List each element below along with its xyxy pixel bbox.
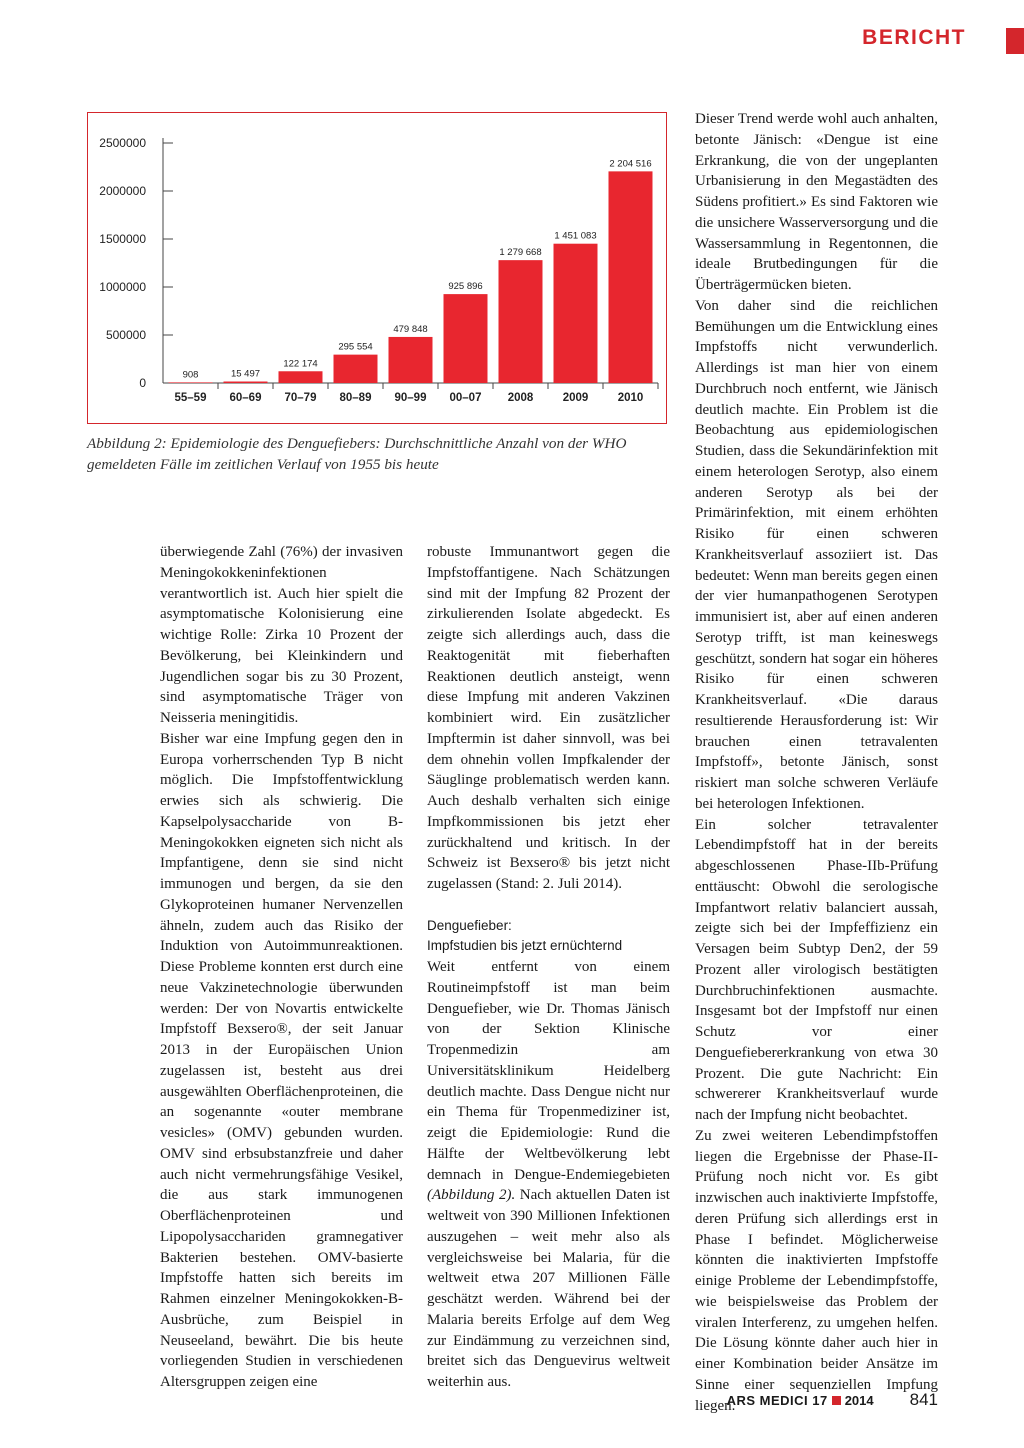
bar-value-label: 15 497 bbox=[230, 368, 261, 380]
x-tick-label: 80–89 bbox=[339, 392, 372, 404]
paragraph-text: Weit entfernt von einem Routineimpfstoff ist man beim Denguefieber, wie Dr. Thomas Jänisch von der Sektion Klinische Tropenmedizin am Universitätsklinikum Heidelberg deutlich machte. Dass Dengue nicht nur ein Thema für Tropenmediziner ist, zeigt die Epidemiologie: Rund die Hälfte der Weltbevölkerung lebt demnach in Dengue-Endemiegebieten bbox=[427, 959, 670, 1183]
page-footer bbox=[727, 1390, 938, 1410]
section-color-block bbox=[1006, 28, 1024, 54]
paragraph: Von daher sind die reichlichen Bemühungen um die Entwicklung eines Impfstoffs nicht verwunderlich. Allerdings ist man hier von einem Durchbruch noch entfernt, wie Jänisch deutlich machte. Ein Problem ist die Beobachtung aus epidemiologischen Studien, dass die Sekundärinfektion mit einem heterologen Serotyp, also einem anderen Serotyp als bei der Primärinfektion, mit einem erhöhten Risiko für einen schweren Krankheitsverlauf assoziiert ist. Das bedeutet: Wenn man bereits gegen einen der vier humanpathogenen Serotypen immunisiert ist, aber auf einen anderen Serotyp trifft, ist man keineswegs geschützt, sondern hat sogar ein höheres Risiko für einen schweren Krankheitsverlauf. «Die daraus resultierende Herausforderung ist: Wir brauchen einen tetravalenten Impfstoff», betonte Jänisch, sonst riskiert man solche schweren Verläufe bei heterologen Infektionen. bbox=[695, 297, 938, 812]
bar-value-label: 122 174 bbox=[283, 358, 318, 370]
section-heading-line-1: Denguefieber: bbox=[427, 917, 512, 933]
bar bbox=[389, 337, 433, 383]
bar-value-label: 908 bbox=[182, 369, 199, 381]
figure-caption: Abbildung 2: Epidemiologie des Denguefiebers: Durchschnittliche Anzahl von der WHO gemeldeten Fälle im zeitlichen Verlauf von 1955 bis heute bbox=[87, 435, 627, 473]
paragraph: Dieser Trend werde wohl auch anhalten, betonte Jänisch: «Dengue ist eine Erkrankung, die von der ungeplanten Urbanisierung in den Megastädten des Südens profitiert.» Es sind Faktoren wie die unsichere Wasserversorgung und die Wassersammlung in Regentonnen, die ideale Brutbedingungen für die Überträgermücken bieten. bbox=[695, 111, 938, 293]
x-tick-label: 60–69 bbox=[229, 392, 262, 404]
journal-name: ARS MEDICI 17 bbox=[726, 1393, 828, 1408]
journal-year: 2014 bbox=[844, 1393, 874, 1408]
bar bbox=[499, 260, 543, 383]
section-heading bbox=[427, 916, 670, 958]
bar-value-label: 479 848 bbox=[393, 323, 428, 335]
x-tick-label: 2008 bbox=[507, 392, 534, 404]
section-label: BERICHT bbox=[862, 26, 966, 49]
paragraph bbox=[427, 957, 670, 1393]
y-tick-label: 500000 bbox=[105, 328, 146, 342]
x-tick-label: 90–99 bbox=[394, 392, 427, 404]
paragraph: robuste Immunantwort gegen die Impfstoffantigene. Nach Schätzungen sind mit der Impfung 82 Prozent der zirkulierenden Isolate abgedeckt. Es zeigte sich allerdings auch, dass die Reaktogenität mit fieberhaften Reaktionen deutlich ansteigt, wenn diese Impfung mit anderen Vakzinen kombiniert wird. Ein zusätzlicher Impftermin ist daher sinnvoll, was bei dem ohnehin vollen Impfkalender der Säuglinge problematisch werden kann. Auch deshalb verhalten sich einige Impfkommissionen bis jetzt eher zurückhaltend und kritisch. In der Schweiz ist Bexsero® bis jetzt nicht zugelassen (Stand: 2. Juli 2014). bbox=[427, 544, 670, 892]
bar bbox=[609, 171, 653, 383]
figure-reference: (Abbildung 2). bbox=[427, 1187, 516, 1204]
bar bbox=[444, 294, 488, 383]
x-tick-label: 2010 bbox=[617, 392, 644, 404]
bar bbox=[224, 382, 268, 383]
bar-value-label: 1 451 083 bbox=[554, 230, 597, 242]
section-heading-line-2: Impfstudien bis jetzt ernüchternd bbox=[427, 938, 623, 954]
bar bbox=[169, 382, 213, 383]
paragraph: Zu zwei weiteren Lebendimpfstoffen liegen die Ergebnisse der Phase-II-Prüfung noch nicht vor. Es gibt inzwischen auch inaktivierte Impfstoffe, deren Prüfung sich allerdings erst in Phase I befindet. Möglicherweise könnten die inaktivierten Impfstoffe einige Probleme der Lebendimpfstoffe, wie beispielsweise das Problem der viralen Interferenz, zu umgehen helfen. Die Lösung könnte daher auch hier in einer Kombination beider Ansätze im Sinne einer sequenziellen Impfung liegen. bbox=[695, 1127, 938, 1414]
column-2 bbox=[427, 542, 670, 1393]
y-tick-label: 0 bbox=[139, 376, 146, 390]
bar bbox=[279, 371, 323, 383]
column-1 bbox=[160, 542, 403, 1393]
bar-chart bbox=[88, 113, 666, 423]
y-tick-label: 1000000 bbox=[99, 280, 146, 294]
x-tick-label: 55–59 bbox=[174, 392, 207, 404]
paragraph: Bisher war eine Impfung gegen den in Europa vorherrschenden Typ B nicht möglich. Die Impfstoffentwicklung erwies sich als schwierig. Die Kapselpolysaccharide von B-Meningokokken eigneten sich nicht als Impfantigene, denn sie sind nicht immunogen und bergen, da sie den Glykoproteinen humaner Nervenzellen ähneln, zudem auch das Risiko der Induktion von Autoimmunreaktionen. Diese Probleme konnten erst durch eine neue Vakzinetechnologie überwunden werden: Der von Novartis entwickelte Impfstoff Bexsero®, der seit Januar 2013 in der Europäischen Union zugelassen ist, besteht aus drei ausgewählten Oberflächenproteinen, die an sogenannte «outer membrane vesicles» (OMV) gebunden wurden. OMV sind erbsubstanzfreie und daher auch nicht vermehrungsfähige Vesikel, die aus stark immunogenen Oberflächenproteinen und Lipopolysacchariden gramnegativer Bakterien bestehen. OMV-basierte Impfstoffe hatten sich bereits im Rahmen einzelner Meningokokken-B-Ausbrüche, zum Beispiel in Neuseeland, bewährt. Die bis heute vorliegenden Studien in verschiedenen Altersgruppen zeigen eine bbox=[160, 730, 403, 1390]
bar-value-label: 1 279 668 bbox=[499, 247, 542, 259]
y-tick-label: 2000000 bbox=[99, 184, 146, 198]
spacer bbox=[427, 895, 670, 916]
bar-value-label: 2 204 516 bbox=[609, 158, 652, 170]
bar-value-label: 295 554 bbox=[338, 341, 373, 353]
bar bbox=[334, 355, 378, 383]
bar bbox=[554, 244, 598, 383]
column-3 bbox=[695, 109, 938, 1416]
bar-value-label: 925 896 bbox=[448, 281, 483, 293]
figure-chart bbox=[87, 112, 667, 424]
x-tick-label: 70–79 bbox=[284, 392, 317, 404]
footer-square bbox=[832, 1396, 841, 1405]
paragraph-text: Nach aktuellen Daten ist weltweit von 390 Millionen Infektionen auszugehen – weit mehr also als vergleichsweise bei Malaria, für die weltweit etwa 207 Millionen Fälle geschätzt werden. Während bei der Malaria bereits Erfolge auf dem Weg zur Eindämmung zu verzeichnen sind, breitet sich das Denguevirus weltweit weiterhin aus. bbox=[427, 1187, 670, 1390]
paragraph: überwiegende Zahl (76%) der invasiven Meningokokkeninfektionen verantwortlich ist. Auch hier spielt die asymptomatische Kolonisierung eine wichtige Rolle: Zirka 10 Prozent der Bevölkerung, bei Kleinkindern und Jugendlichen sogar bis zu 30 Prozent, sind asymptomatische Träger von Neisseria meningitidis. bbox=[160, 544, 403, 726]
y-tick-label: 1500000 bbox=[99, 232, 146, 246]
x-tick-label: 00–07 bbox=[449, 392, 482, 404]
paragraph: Ein solcher tetravalenter Lebendimpfstoff hat in der bereits abgeschlossenen Phase-IIb-Prüfung enttäuscht: Obwohl die serologische Impfantwort relativ balanciert aussah, zeigte sich bei der Impfeffizienz ein Versagen beim Subtyp Den2, der 59 Prozent aller virologisch bestätigten Durchbruchinfektionen ausmachte. Insgesamt bot der Impfstoff nur einen Schutz vor einer Denguefiebererkrankung von etwa 30 Prozent. Die gute Nachricht: Ein schwererer Krankheitsverlauf wurde nach der Impfung nicht beobachtet. bbox=[695, 816, 938, 1123]
page-number: 841 bbox=[909, 1390, 938, 1409]
y-tick-label: 2500000 bbox=[99, 136, 146, 150]
x-tick-label: 2009 bbox=[562, 392, 589, 404]
